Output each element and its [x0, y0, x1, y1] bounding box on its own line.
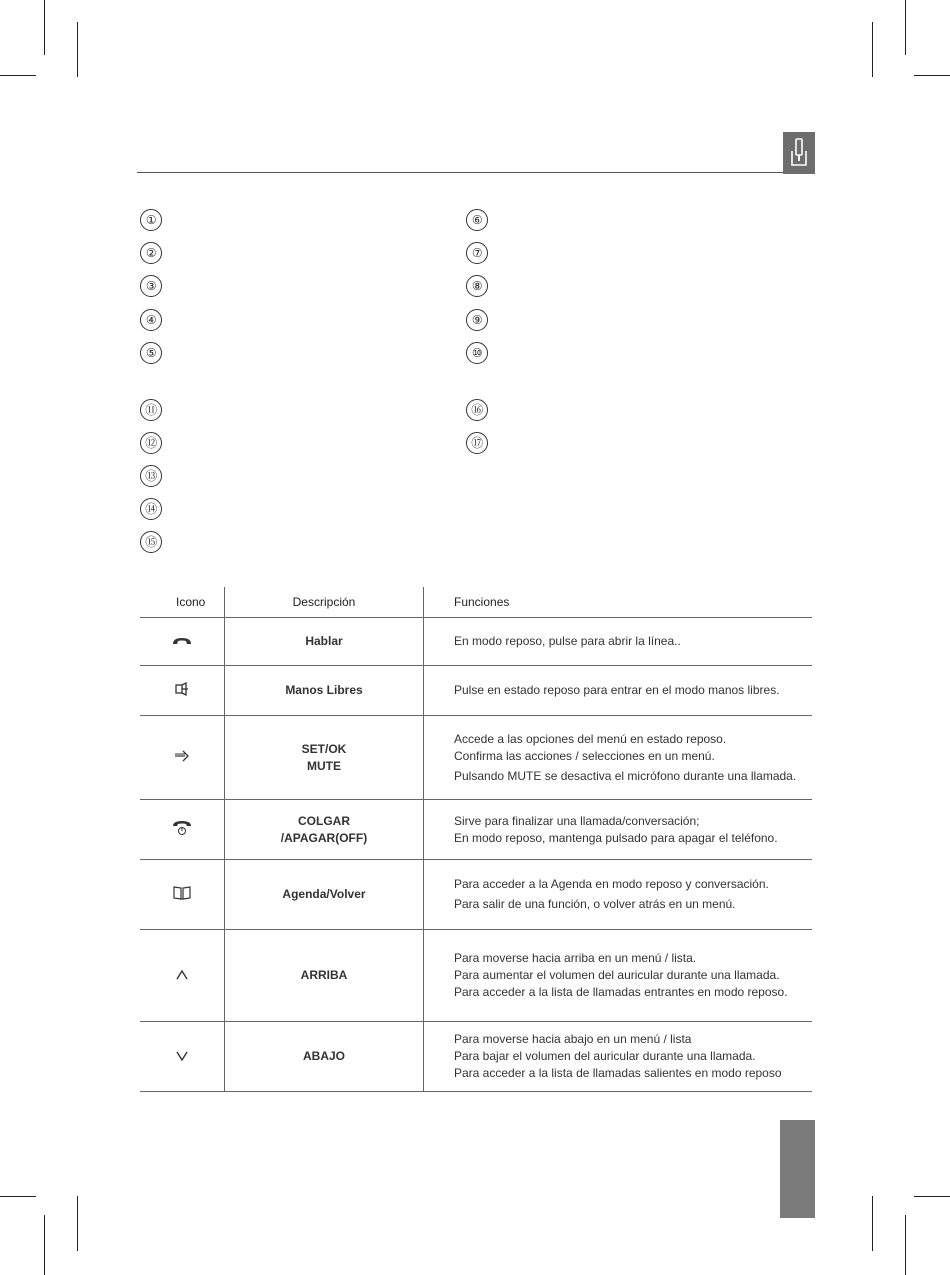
- crop-mark: [0, 1196, 36, 1197]
- description-cell: [225, 860, 424, 930]
- callout-circle: ⑭: [140, 498, 162, 520]
- callout-number: [140, 399, 162, 421]
- description-cell: [225, 800, 424, 860]
- icon-cell: [140, 666, 225, 716]
- table-row: [140, 860, 812, 930]
- function-text: Confirma las acciones / selecciones en un menú.: [454, 748, 715, 763]
- function-text: En modo reposo, pulse para abrir la línea..: [454, 634, 681, 648]
- up-arrow-icon: [176, 969, 188, 983]
- callout-number: [466, 342, 488, 364]
- description-cell: [225, 1022, 424, 1092]
- icon-cell: [140, 930, 225, 1022]
- callout-circle: ⑬: [140, 465, 162, 487]
- callout-number: [466, 309, 488, 331]
- functions-cell: [424, 860, 813, 930]
- function-text: Accede a las opciones del menú en estado reposo.: [454, 731, 727, 746]
- function-text: Para acceder a la lista de llamadas salientes en modo reposo: [454, 1066, 782, 1080]
- callout-circle: ③: [140, 275, 162, 297]
- functions-cell: [424, 1022, 813, 1092]
- function-text: Para acceder a la Agenda en modo reposo y conversación.: [454, 877, 769, 891]
- phonebook-icon: [173, 886, 191, 903]
- table-header-row: [140, 587, 812, 618]
- crop-mark: [44, 0, 45, 55]
- description-label: COLGAR: [298, 813, 350, 828]
- icon-cell: [140, 618, 225, 666]
- callout-number: [466, 432, 488, 454]
- functions-cell: [424, 800, 813, 860]
- callout-number: [140, 242, 162, 264]
- callout-number: [466, 209, 488, 231]
- description-label: ABAJO: [302, 1049, 345, 1063]
- handset-hand-icon: [788, 137, 810, 169]
- function-text: En modo reposo, mantenga pulsado para apagar el teléfono.: [454, 830, 778, 845]
- table-row: [140, 716, 812, 800]
- callout-circle: ⑩: [466, 342, 488, 364]
- callout-number: [140, 432, 162, 454]
- callout-number: [140, 309, 162, 331]
- callout-circle: ⑮: [140, 531, 162, 553]
- description-label: Manos Libres: [285, 683, 363, 697]
- table-row: [140, 666, 812, 716]
- callout-circle: ⑧: [466, 275, 488, 297]
- section-tab: [783, 132, 815, 174]
- callout-circle: ②: [140, 242, 162, 264]
- callout-number: [140, 531, 162, 553]
- crop-mark: [0, 75, 36, 76]
- callout-number: [140, 465, 162, 487]
- callout-circle: ⑪: [140, 399, 162, 421]
- crop-mark: [77, 22, 78, 77]
- speaker-icon: [175, 682, 189, 699]
- talk-handset-icon: [172, 635, 192, 649]
- header-description: Descripción: [225, 587, 424, 618]
- callout-number: [140, 209, 162, 231]
- callout-circle: ⑦: [466, 242, 488, 264]
- callout-circle: ⑫: [140, 432, 162, 454]
- callout-number: [140, 275, 162, 297]
- table-row: [140, 1022, 812, 1092]
- callout-circle: ⑥: [466, 209, 488, 231]
- callout-number: [140, 342, 162, 364]
- page-side-tab: [780, 1120, 815, 1218]
- function-text: Para acceder a la lista de llamadas entrantes en modo reposo.: [454, 985, 788, 999]
- callout-circle: ①: [140, 209, 162, 231]
- function-text: Para salir de una función, o volver atrás en un menú.: [454, 897, 736, 911]
- callout-circle: ⑯: [466, 399, 488, 421]
- description-label: MUTE: [307, 758, 341, 773]
- description-label: Agenda/Volver: [282, 887, 366, 901]
- crop-mark: [914, 75, 950, 76]
- header-icon: Icono: [140, 587, 225, 618]
- functions-cell: [424, 716, 813, 800]
- table-row: [140, 930, 812, 1022]
- function-text: Sirve para finalizar una llamada/conversación;: [454, 813, 700, 828]
- functions-cell: [424, 930, 813, 1022]
- function-text: Pulsando MUTE se desactiva el micrófono durante una llamada.: [454, 768, 797, 783]
- function-text: Pulse en estado reposo para entrar en el modo manos libres.: [454, 683, 780, 697]
- callout-number: [466, 242, 488, 264]
- description-cell: [225, 618, 424, 666]
- description-label: Hablar: [305, 634, 343, 648]
- crop-mark: [872, 22, 873, 77]
- callout-circle: ⑰: [466, 432, 488, 454]
- table-row: [140, 800, 812, 860]
- callout-circle: ⑨: [466, 309, 488, 331]
- functions-cell: [424, 666, 813, 716]
- description-label: ARRIBA: [300, 968, 348, 982]
- function-text: Para bajar el volumen del auricular durante una llamada.: [454, 1049, 756, 1063]
- icon-cell: [140, 1022, 225, 1092]
- crop-mark: [905, 0, 906, 55]
- functions-cell: [424, 618, 813, 666]
- icon-cell: [140, 860, 225, 930]
- icon-cell: [140, 800, 225, 860]
- crop-mark: [77, 1196, 78, 1251]
- hangup-power-icon: [172, 820, 192, 839]
- description-cell: [225, 930, 424, 1022]
- crop-mark: [914, 1196, 950, 1197]
- function-text: Para moverse hacia abajo en un menú / lista: [454, 1032, 692, 1046]
- callout-circle: ⑤: [140, 342, 162, 364]
- description-cell: [225, 716, 424, 800]
- callout-number: [140, 498, 162, 520]
- callout-circle: ④: [140, 309, 162, 331]
- crop-mark: [44, 1215, 45, 1275]
- function-text: Para moverse hacia arriba en un menú / lista.: [454, 951, 697, 965]
- down-arrow-icon: [176, 1050, 188, 1064]
- description-cell: [225, 666, 424, 716]
- callout-number: [466, 399, 488, 421]
- header-rule: [137, 172, 813, 173]
- function-text: Para aumentar el volumen del auricular durante una llamada.: [454, 968, 780, 982]
- description-label: /APAGAR(OFF): [280, 830, 368, 845]
- header-functions: Funciones: [424, 587, 813, 618]
- crop-mark: [872, 1196, 873, 1251]
- description-label: SET/OK: [301, 741, 347, 756]
- crop-mark: [905, 1215, 906, 1275]
- callout-number: [466, 275, 488, 297]
- key-function-table: [140, 587, 812, 1092]
- set-ok-icon: [174, 750, 190, 765]
- icon-cell: [140, 716, 225, 800]
- table-row: [140, 618, 812, 666]
